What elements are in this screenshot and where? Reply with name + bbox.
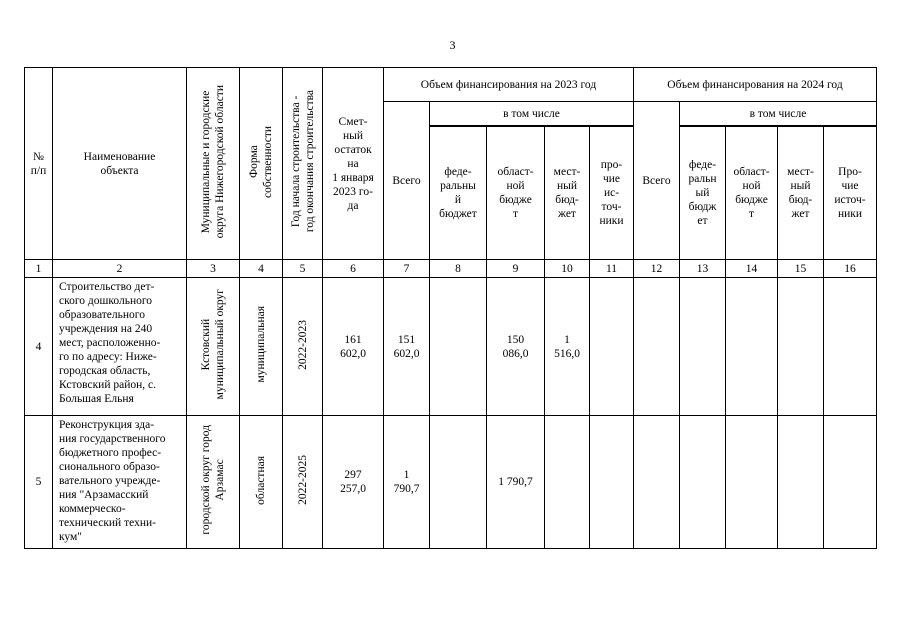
other-2023 xyxy=(590,416,634,549)
column-number: 1 xyxy=(25,260,53,278)
header-balance: Смет- ный остаток на 1 января 2023 го- да xyxy=(323,68,384,260)
regional-2024 xyxy=(726,278,778,416)
header-name: Наименование объекта xyxy=(53,68,187,260)
header-other-2023: про- чие ис- точ- ники xyxy=(590,127,634,260)
header-total-2023: Всего xyxy=(384,102,430,260)
estimated-balance: 161 602,0 xyxy=(323,278,384,416)
header-years: Год начала строительства - год окончания строительства xyxy=(283,68,323,260)
column-number: 7 xyxy=(384,260,430,278)
ownership: областная xyxy=(240,416,283,549)
total-2023: 151 602,0 xyxy=(384,278,430,416)
row-num: 4 xyxy=(25,278,53,416)
header-local-2024: мест- ный бюд- жет xyxy=(778,127,824,260)
construction-years: 2022-2023 xyxy=(283,278,323,416)
ownership: муниципальная xyxy=(240,278,283,416)
local-2023: 1 516,0 xyxy=(545,278,590,416)
column-number: 13 xyxy=(680,260,726,278)
financing-table xyxy=(24,67,877,549)
other-2023 xyxy=(590,278,634,416)
page-number: 3 xyxy=(449,38,456,52)
header-total-2024: Всего xyxy=(634,102,680,260)
federal-2024 xyxy=(680,416,726,549)
estimated-balance: 297 257,0 xyxy=(323,416,384,549)
local-2024 xyxy=(778,278,824,416)
header-ownership: Форма собственности xyxy=(240,68,283,260)
regional-2023: 150 086,0 xyxy=(487,278,545,416)
header-other-2024: Про- чие источ- ники xyxy=(824,127,877,260)
regional-2024 xyxy=(726,416,778,549)
column-number: 12 xyxy=(634,260,680,278)
local-2023 xyxy=(545,416,590,549)
object-name: Реконструкция зда- ния государственного бюджетного профес- сионального образо- вательного учрежде- ния "Арзамасский коммерческо- технический техни- кум" xyxy=(53,416,187,549)
column-number: 3 xyxy=(187,260,240,278)
other-2024 xyxy=(824,278,877,416)
header-including-2024: в том числе xyxy=(680,102,877,126)
header-fin-2024: Объем финансирования на 2024 год xyxy=(634,68,877,102)
table-row xyxy=(25,416,877,549)
column-number: 8 xyxy=(430,260,487,278)
column-number: 6 xyxy=(323,260,384,278)
federal-2023 xyxy=(430,416,487,549)
header-including-2023: в том числе xyxy=(430,102,634,126)
object-name: Строительство дет- ского дошкольного образовательного учреждения на 240 мест, расположенно- го по адресу: Ниже- городская область, Кстовский район, с. Большая Ельня xyxy=(53,278,187,416)
header-num: № п/п xyxy=(25,68,53,260)
local-2024 xyxy=(778,416,824,549)
table-row xyxy=(25,278,877,416)
header-federal-2024: феде- ральн ый бюдж ет xyxy=(680,127,726,260)
column-number: 2 xyxy=(53,260,187,278)
column-number: 4 xyxy=(240,260,283,278)
column-number: 9 xyxy=(487,260,545,278)
construction-years: 2022-2025 xyxy=(283,416,323,549)
row-num: 5 xyxy=(25,416,53,549)
header-federal-2023: феде- ральны й бюджет xyxy=(430,127,487,260)
total-2024 xyxy=(634,416,680,549)
column-number: 10 xyxy=(545,260,590,278)
total-2024 xyxy=(634,278,680,416)
column-number-row xyxy=(25,260,877,278)
municipality: Кстовский муниципальный округ xyxy=(187,278,240,416)
municipality: городской округ город Арзамас xyxy=(187,416,240,549)
column-number: 15 xyxy=(778,260,824,278)
header-municipality: Муниципальные и городские округа Нижегородской области xyxy=(187,68,240,260)
other-2024 xyxy=(824,416,877,549)
federal-2023 xyxy=(430,278,487,416)
header-regional-2024: област- ной бюдже т xyxy=(726,127,778,260)
regional-2023: 1 790,7 xyxy=(487,416,545,549)
federal-2024 xyxy=(680,278,726,416)
column-number: 11 xyxy=(590,260,634,278)
total-2023: 1 790,7 xyxy=(384,416,430,549)
header-fin-2023: Объем финансирования на 2023 год xyxy=(384,68,634,102)
column-number: 16 xyxy=(824,260,877,278)
header-local-2023: мест- ный бюд- жет xyxy=(545,127,590,260)
header-regional-2023: област- ной бюдже т xyxy=(487,127,545,260)
column-number: 14 xyxy=(726,260,778,278)
column-number: 5 xyxy=(283,260,323,278)
